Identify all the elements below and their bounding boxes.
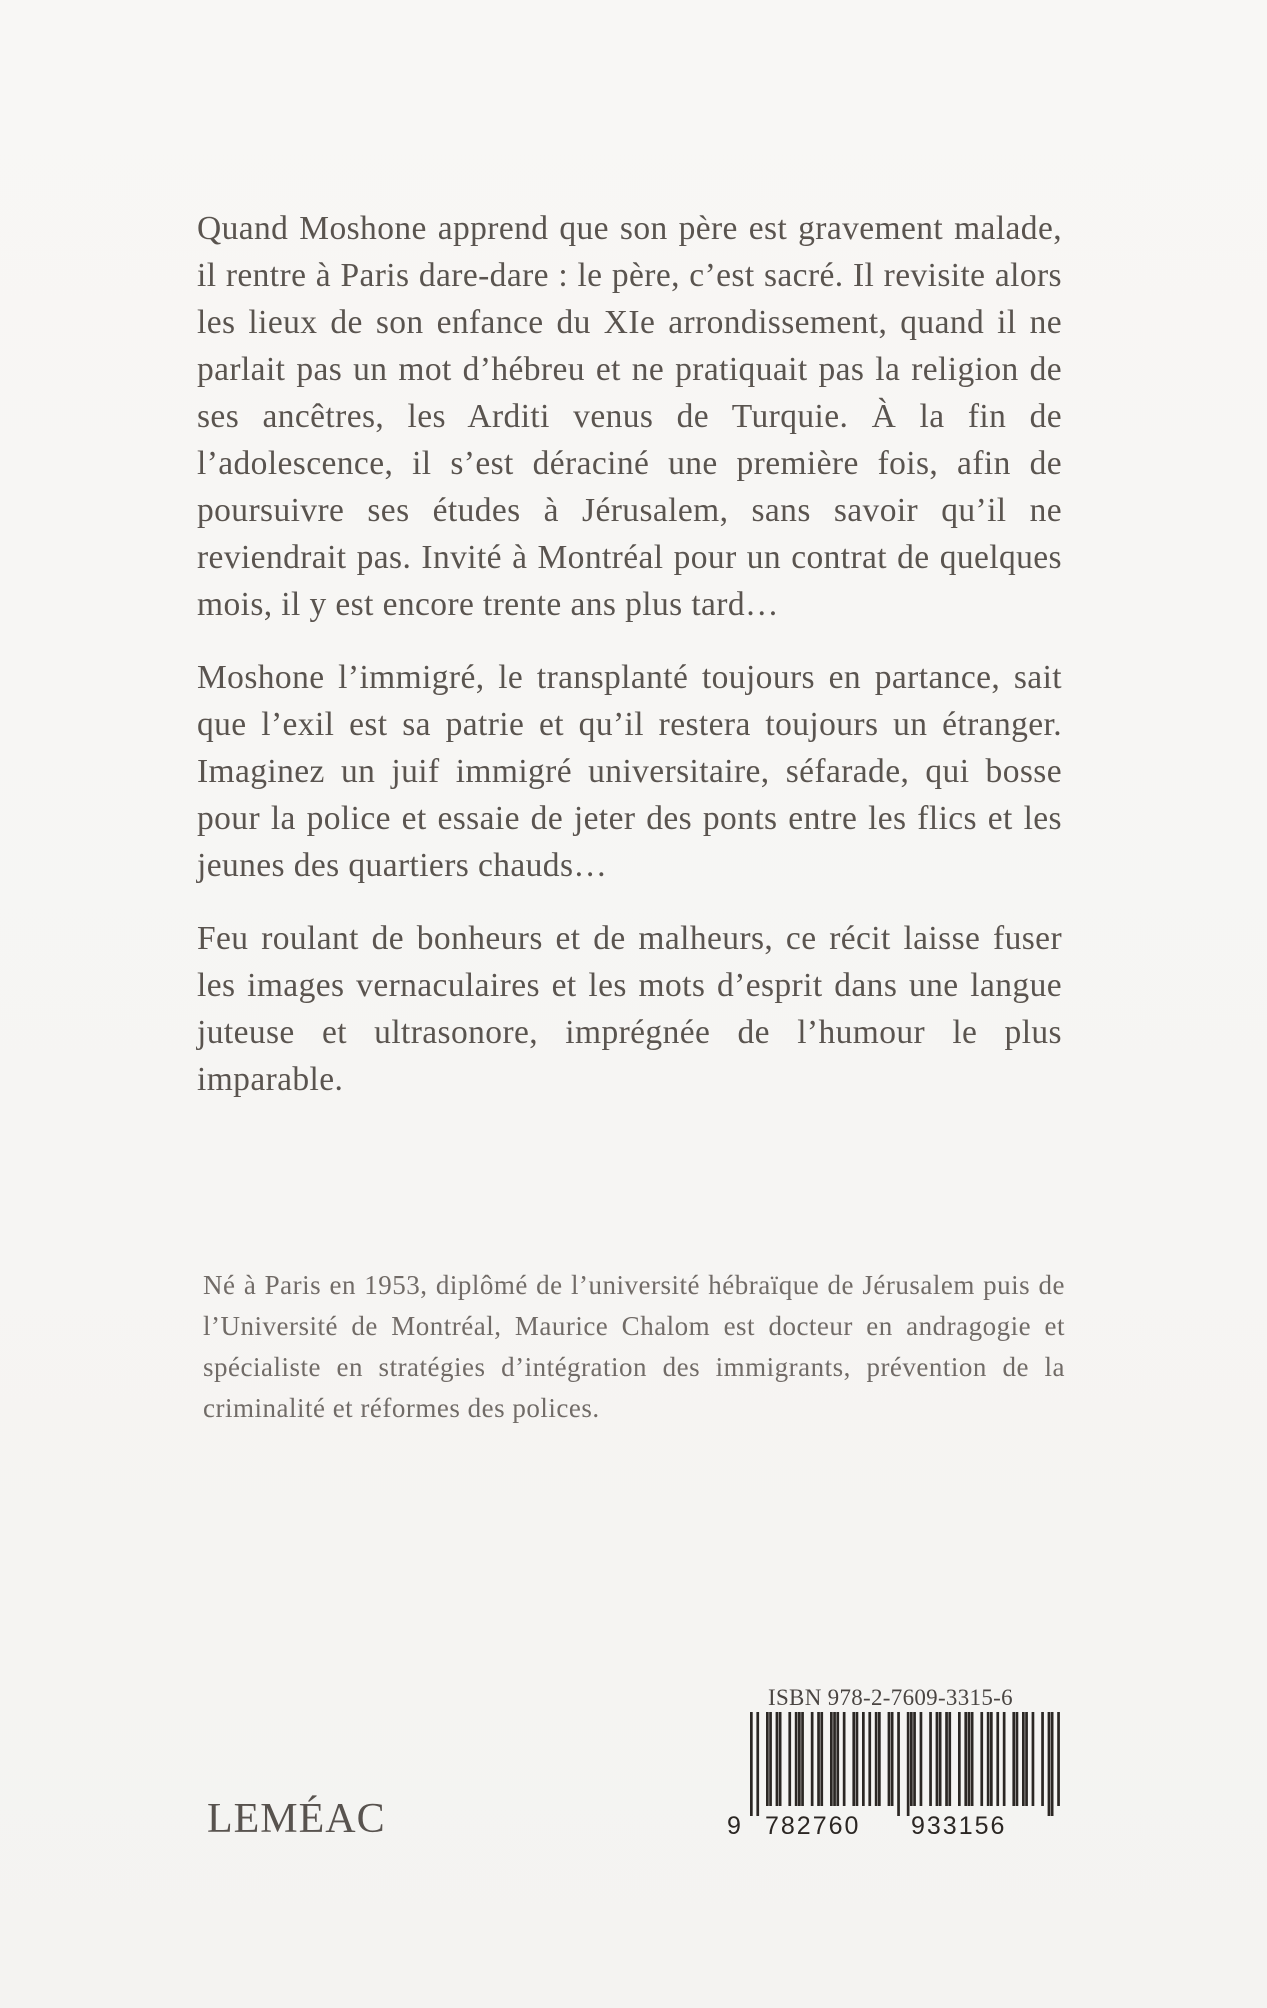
barcode-bar	[788, 1712, 791, 1806]
barcode-bar	[958, 1712, 961, 1806]
barcode-bar	[907, 1712, 910, 1816]
barcode-bar	[811, 1712, 814, 1806]
barcode-bar	[888, 1712, 891, 1806]
barcode-bar	[964, 1712, 967, 1806]
barcode-bar	[776, 1712, 779, 1806]
barcode-bar	[939, 1712, 942, 1806]
barcode-bar	[910, 1712, 913, 1806]
barcode-bar	[830, 1712, 833, 1806]
blurb-paragraph-3: Feu roulant de bonheurs et de malheurs, ce récit laisse fuser les images vernaculaires et les mots d’esprit dans une langue juteuse et ultrasonore, imprégnée de l’humour le plus imparable.	[197, 920, 1062, 1098]
barcode-bar	[798, 1712, 801, 1806]
barcode-left-digits: 782760	[765, 1812, 861, 1840]
barcode-bar	[1003, 1712, 1006, 1806]
barcode-bar	[875, 1712, 878, 1806]
barcode-bar	[990, 1712, 993, 1806]
barcode-bar	[856, 1712, 859, 1806]
barcode-bar	[1041, 1712, 1044, 1806]
barcode-bar	[820, 1712, 823, 1806]
barcode-bar	[1032, 1712, 1035, 1806]
barcode-bar	[929, 1712, 932, 1806]
barcode-bar	[766, 1712, 769, 1806]
barcode-bar	[795, 1712, 798, 1806]
barcode-bar	[750, 1712, 753, 1816]
barcode-bar	[968, 1712, 971, 1806]
publisher-logo: LEMÉAC	[207, 1796, 386, 1842]
barcode-bar	[1057, 1712, 1060, 1806]
barcode-right-digits: 933156	[911, 1812, 1007, 1840]
barcode-bar	[897, 1712, 900, 1816]
barcode-bar	[987, 1712, 990, 1806]
barcode-bar	[996, 1712, 999, 1806]
barcode-bar	[891, 1712, 894, 1806]
barcode-bar	[936, 1712, 939, 1806]
blurb-paragraph-1: Quand Moshone apprend que son père est gravement malade, il rentre à Paris dare-dare : le père, c’est sacré. Il revisite alors les lieux de son enfance du XIe arrondissement, quand il ne parlait pas un mot d’hébreu et ne pratiquait pas la religion de ses ancêtres, les Arditi venus de Turquie. À la fin de l’adolescence, il s’est déraciné une première fois, afin de poursuivre ses études à Jérusalem, sans savoir qu’il ne reviendrait pas. Invité à Montréal pour un contrat de quelques mois, il y est encore trente ans plus tard…	[197, 210, 1062, 623]
barcode-bar	[920, 1712, 923, 1806]
barcode-bar	[836, 1712, 839, 1806]
barcode-bar	[913, 1712, 916, 1806]
barcode-lead-digit: 9	[727, 1812, 741, 1840]
barcode-bar	[980, 1712, 983, 1806]
blurb	[197, 205, 1062, 1129]
barcode-bar	[1025, 1712, 1028, 1806]
barcode-bar	[948, 1712, 951, 1806]
barcode-bar	[833, 1712, 836, 1806]
barcode-bar	[1022, 1712, 1025, 1806]
barcode-bar	[862, 1712, 865, 1806]
barcode-bar	[1051, 1712, 1054, 1816]
barcode-bar	[756, 1712, 759, 1816]
barcode-bar	[817, 1712, 820, 1806]
barcode-bar	[971, 1712, 974, 1806]
barcode-bar	[843, 1712, 846, 1806]
barcode-bar	[769, 1712, 772, 1806]
blurb-paragraph-2: Moshone l’immigré, le transplanté toujours en partance, sait que l’exil est sa patrie et qu’il restera toujours un étranger. Imaginez un juif immigré universitaire, séfarade, qui bosse pour la police et essaie de jeter des ponts entre les flics et les jeunes des quartiers chauds…	[197, 659, 1062, 884]
barcode-graphic	[725, 1710, 1070, 1840]
isbn-label: ISBN 978-2-7609-3315-6	[768, 1685, 1013, 1710]
barcode-bar	[868, 1712, 871, 1806]
isbn-barcode	[725, 1710, 1070, 1840]
barcode-bar	[1016, 1712, 1019, 1806]
author-bio: Né à Paris en 1953, diplômé de l’université hébraïque de Jérusalem puis de l’Université de Montréal, Maurice Chalom est docteur en andragogie et spécialiste en stratégies d’intégration des immigrants, prévention de la criminalité et réformes des polices.	[203, 1270, 1065, 1423]
barcode-bar	[801, 1712, 804, 1806]
barcode-bar	[1012, 1712, 1015, 1806]
barcode-bar	[1048, 1712, 1051, 1816]
barcode-bar	[945, 1712, 948, 1806]
barcode-bar	[878, 1712, 881, 1806]
barcode-bar	[779, 1712, 782, 1806]
barcode-bar	[852, 1712, 855, 1806]
